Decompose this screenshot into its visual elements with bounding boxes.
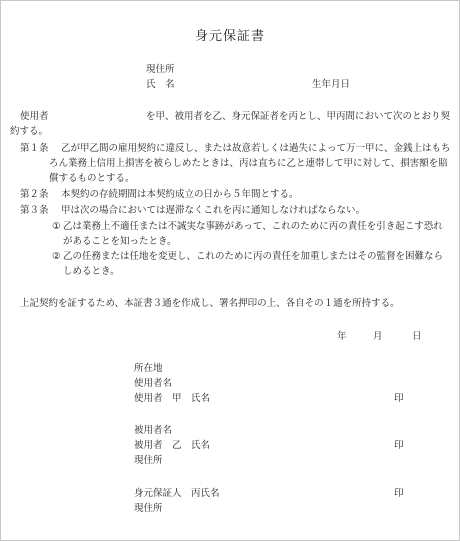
article-2-line-1: 本契約の存続期間は本契約成立の日から５年間とする。 <box>61 189 299 200</box>
employee-company-label: 被用者名 <box>134 425 173 436</box>
employee-seal: 印 <box>394 440 404 451</box>
article-2-number: 第２条 <box>20 189 49 200</box>
article-3-number: 第３条 <box>20 205 49 216</box>
employee-address-label: 現住所 <box>134 455 163 466</box>
address-label: 現住所 <box>146 64 175 75</box>
employer-company-label: 使用者名 <box>134 378 173 389</box>
item-1-mark: ① <box>52 221 61 232</box>
article-1-line-2: ろん業務上信用上損害を被らしめたときは、丙は直ちに乙と連帯して甲に対して、損害額を賠 <box>49 158 448 169</box>
item-1-line-1: 乙は業務上不適任または不誠実な事跡があって、これのために丙の責任を引き起こす恐れ <box>63 221 443 232</box>
intro-line-2: 約する。 <box>10 126 49 137</box>
employer-address-label: 所在地 <box>134 363 163 374</box>
name-label: 氏 名 <box>146 79 175 90</box>
employee-person-label: 被用者 乙 氏名 <box>134 440 211 451</box>
date-year: 年 <box>337 331 347 342</box>
dob-label: 生年月日 <box>312 79 351 90</box>
article-1-line-1: 乙が甲乙間の雇用契約に違反し、または故意若しくは過失によって万一甲に、金銭上はもち <box>61 143 451 154</box>
guarantor-seal: 印 <box>394 488 404 499</box>
item-1-line-2: があることを知ったとき。 <box>63 236 177 247</box>
date-month: 月 <box>373 331 383 342</box>
employer-person-label: 使用者 甲 氏名 <box>134 393 211 404</box>
article-1-number: 第１条 <box>20 143 49 154</box>
guarantor-address-label: 現住所 <box>134 503 163 514</box>
item-2-mark: ② <box>52 251 61 262</box>
article-3-line-1: 甲は次の場合においては遅滞なくこれを丙に通知しなければならない。 <box>61 205 366 216</box>
item-2-line-2: しめるとき。 <box>63 266 120 277</box>
document-title: 身元保証書 <box>194 29 265 44</box>
closing-statement: 上記契約を証するため、本証書３通を作成し、署名押印の上、各自その１通を所持する。 <box>20 298 400 309</box>
employer-label: 使用者 <box>20 111 49 122</box>
employer-seal: 印 <box>394 393 404 404</box>
article-1-line-3: 償するものとする。 <box>49 173 135 184</box>
intro-line-1: を甲、被用者を乙、身元保証者を丙とし、甲丙間において次のとおり契 <box>146 111 451 122</box>
date-day: 日 <box>412 331 422 342</box>
item-2-line-1: 乙の任務または任地を変更し、これのために丙の責任を加重しまたはその監督を困難なら <box>63 251 444 262</box>
guarantor-person-label: 身元保証人 丙氏名 <box>134 488 220 499</box>
